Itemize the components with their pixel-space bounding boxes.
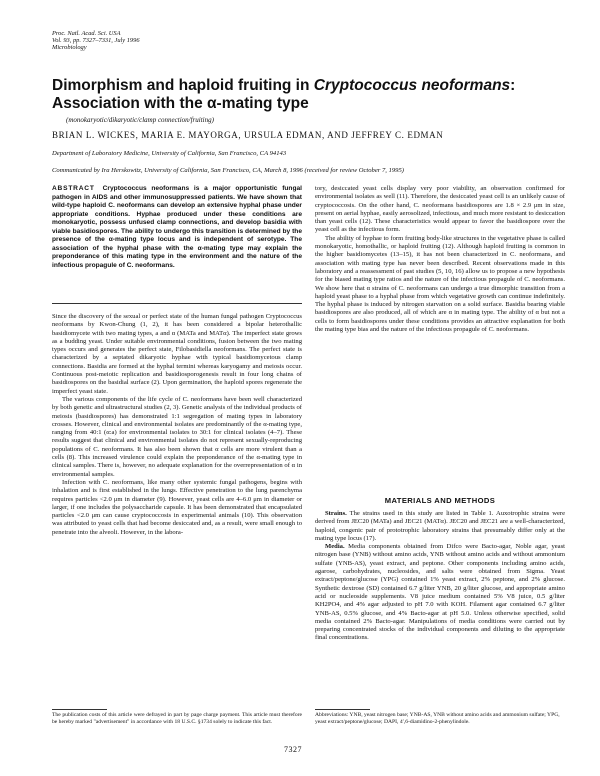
communicated-by: Communicated by Ira Herskowitz, University of California, San Francisco, CA, March 8, 1996 (received for review October 7, 1995) <box>52 167 404 174</box>
media-paragraph <box>315 543 565 643</box>
abbreviations-rule <box>315 709 370 710</box>
media-text: Media components obtained from Difco were Bacto-agar, Noble agar, yeast nitrogen base (YNB) without amino acids, YNB without amino acids and without ammonium sulfate (YNB-AS), yeast extract, and peptone. Other components including amino acids, agarose, carbohydrates, nucleosides, and salts were obtained from Sigma. Yeast extract/peptone/glucose (YPG) contained 1% yeast extract, 2% peptone, and 2% glucose. Synthetic dextrose (SD) contained 6.7 g/liter YNB, 20 g/liter glucose, and appropriate amino acid or nucleoside supplements. V8 juice medium contained 5% V8 juice, 0.5 g/liter KH2PO4, and 4% agar adjusted to pH 7.0 with KOH. Filament agar contained 6.7 g/liter YNB-AS, 0.5% glucose, and 4% Bacto-agar at pH 5.0. Unless otherwise specified, solid media contained 2% Bacto-agar. Manipulations of media conditions were carried out by preparing concentrated stocks of the individual components and diluting to the appropriate final concentrations. <box>315 543 565 642</box>
abstract-divider <box>52 303 302 304</box>
left-column-body <box>52 313 302 537</box>
strains-paragraph <box>315 510 565 543</box>
abstract <box>52 185 302 270</box>
media-label: Media. <box>325 543 345 551</box>
abbreviations-footnote: Abbreviations: YNB, yeast nitrogen base; YNB-AS, YNB without amino acids and ammonium sulfate; YPG, yeast extract/peptone/glucose; DAPI, 4′,6-diamidino-2-phenylindole. <box>315 712 560 725</box>
strains-label: Strains. <box>325 510 347 517</box>
journal-name: Proc. Natl. Acad. Sci. USA <box>52 30 121 37</box>
title-part-2: : Association with the α-mating type <box>52 77 516 112</box>
methods-heading: MATERIALS AND METHODS <box>384 496 496 505</box>
journal-section: Microbiology <box>52 44 87 52</box>
title-part-1: Dimorphism and haploid fruiting in <box>52 77 314 94</box>
page-number: 7327 <box>284 745 302 754</box>
methods-body <box>315 510 565 643</box>
journal-volume: Vol. 93, pp. 7327–7331, July 1996 <box>52 37 140 45</box>
paper-title <box>52 77 562 113</box>
title-species: Cryptococcus neoformans <box>313 77 511 94</box>
strains-text: The strains used in this study are listed in Table 1. Auxotrophic strains were derived from JEC20 (MATa) and JEC21 (MATα). JEC20 and JEC21 are a well-characterized, haploid, congenic pair of prototrophic laboratory strains that presumably differ only at the mating type locus (17). <box>315 510 566 542</box>
publication-cost-footnote: The publication costs of this article were defrayed in part by page charge payment. This article must therefore be hereby marked "advertisement" in accordance with 18 U.S.C. §1734 solely to indicate this fact. <box>52 712 302 725</box>
abstract-label: ABSTRACT <box>52 185 95 192</box>
affiliation: Department of Laboratory Medicine, University of California, San Francisco, CA 94143 <box>52 150 287 157</box>
footnote-rule <box>52 709 107 710</box>
journal-masthead <box>52 30 140 52</box>
intro-paragraph-5: The ability of hyphae to form fruiting body-like structures in the vegetative phase is called monokaryotic, homothallic, or haploid fruiting (12). Although haploid fruiting is common in the higher basidiomycetes (13–15), it has not been characterized in C. neoformans, and association with mating type has never been described. Recent observations made in this laboratory and a reassessment of past studies (5, 10, 16) allow us to propose a new hypothesis for the biased mating type ratios and the nature of the infectious propagule of C. neoformans. We show here that α strains of C. neoformans can undergo a true dimorphic transition from a haploid yeast phase to a hyphal phase from which vegetative growth can continue indefinitely. The hyphal phase is induced by nitrogen starvation on a solid surface. Basidia bearing viable basidiospores are also produced, all of which are α in mating type. The ability of α but not a cells to form basidiospores under these conditions provides an attractive explanation for both the mating type bias and the nature of the infectious propagule of C. neoformans. <box>315 234 565 334</box>
intro-paragraph-4: tory, desiccated yeast cells display very poor viability, an observation confirmed for environmental isolates as well (11). Therefore, the desiccated yeast cell is an unlikely cause of cryptococcosis. On the other hand, C. neoformans basidiospores are 1.8 × 2.9 μm in size, present on aerial hyphae, easily aerosolized, infectious, and much more resistant to desiccation than yeast cells (12). These characteristics would appear to favor the basidiospore over the yeast cell as the infectious form. <box>315 185 565 234</box>
right-column-intro <box>315 185 565 334</box>
intro-paragraph-3: Infection with C. neoformans, like many other systemic fungal pathogens, begins with inhalation and is first established in the lungs. Effective penetration to the lung parenchyma requires particles <2.0 μm in diameter (9). However, yeast cells are 4–6.0 μm in diameter or larger, if one includes the polysaccharide capsule. It has been demonstrated that encapsulated particles <2.0 μm can cause cryptococcosis in experimental animals (10). This observation was attributed to yeast cells that had become desiccated and, as a result, were small enough to penetrate into the alveoli. However, in the labora- <box>52 478 302 536</box>
author-list: BRIAN L. WICKES, MARIA E. MAYORGA, URSULA EDMAN, AND JEFFREY C. EDMAN <box>52 130 444 140</box>
intro-paragraph-2: The various components of the life cycle of C. neoformans have been well characterized by both genetic and ultrastructural studies (2, 3). Genetic analysis of the individual products of meiosis (basidiospores) has demonstrated 1:1 segregation of mating types in laboratory crosses. However, clinical and environmental isolates are predominantly of the α-mating type, ranging from 40:1 (α:a) for environmental isolates to 30:1 for clinical isolates (4–7). These results suggest that clinical and environmental isolates do not represent sexually-reproducing populations of C. neoformans. It has also been shown that α cells are more virulent than a cells (8). This increased virulence could explain the preponderance of the α-mating type in clinical samples. There is, however, no adequate explanation for the overrepresentation of α in environmental samples. <box>52 395 302 478</box>
keywords: (monokaryotic/dikaryotic/clamp connection/fruiting) <box>66 116 214 124</box>
abstract-text: Cryptococcus neoformans is a major opportunistic fungal pathogen in AIDS and other immunosuppressed patients. We have shown that wild-type haploid C. neoformans can develop an extensive hyphal phase under appropriate conditions. Hyphae produced under these conditions are monokaryotic, possess unfused clamp connections, and develop basidia with viable basidiospores. The ability to undergo this transition is determined by the presence of the α-mating type locus and is independent of serotype. The association of the hyphal phase with the α-mating type may explain the preponderance of this mating type in the environment and the nature of the infectious propagule of C. neoformans. <box>52 185 302 269</box>
intro-paragraph-1: Since the discovery of the sexual or perfect state of the human fungal pathogen Cryptococcus neoformans by Kwon-Chung (1, 2), it has been considered a bipolar heterothallic basidiomycete with two mating types, a and α (MATa and MATα). The imperfect state grows as a budding yeast. Under suitable environmental conditions, fusion between the two mating types occurs and generates the perfect state, Filobasidiella neoformans. The perfect state is characterized by a septated dikaryotic hyphae with typical basidiomycetous clamp connections. Basidia are formed at the hyphal termini whereas karyogamy and meiosis occur. Continuous post-meiotic replication and basidiosporogenesis result in four long chains of basidiospores on the basidial surface (2). Upon germination, the haploid spores regenerate the imperfect yeast state. <box>52 313 302 395</box>
